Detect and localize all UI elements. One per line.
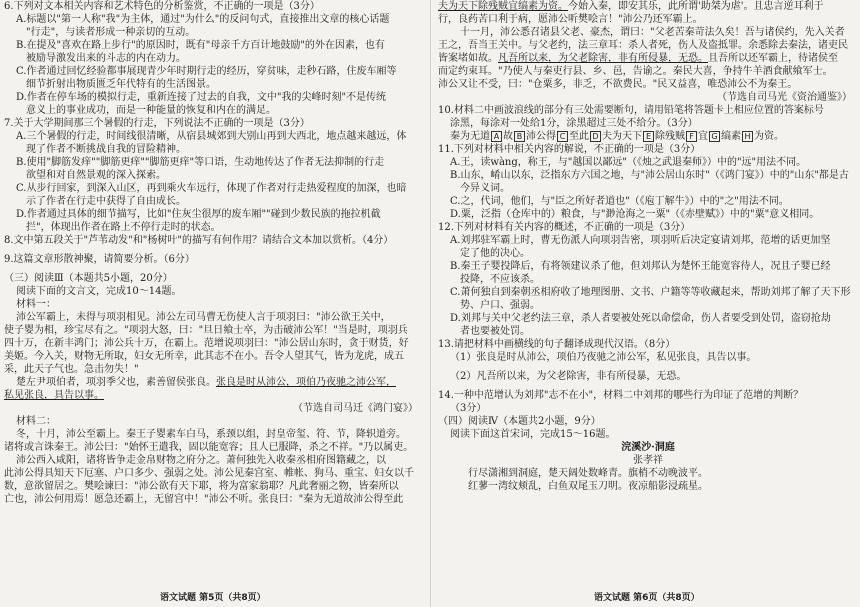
text-line: A.刘邦驻军霸上时，曹无伤派人向项羽告密，项羽听后决定宴请刘邦，范增的话更加坚 bbox=[450, 235, 831, 246]
text-line: 王之，吾当王关中。与父老约，法三章耳：杀人者死，伤人及盗抵罪。余悉除去秦法，诸吏民 bbox=[438, 40, 848, 51]
break-position-box: H bbox=[742, 131, 753, 142]
text-line: D.粟，泛指（仓库中的）粮食，与"渺沧海之一粟"（《赤壁赋》）中的"粟"意义相同。 bbox=[450, 209, 820, 220]
left-page bbox=[4, 0, 424, 607]
text-line: C.萧何独自到秦朝丞相府收了地理图册、文书、户籍等等收藏起来，帮助刘邦了解了天下形 bbox=[450, 287, 851, 298]
text-line: 11.下列对材料中相关内容的解说，不正确的一项是（3分） bbox=[438, 144, 701, 155]
text-line: 投降，不应该杀。 bbox=[460, 274, 540, 285]
text-line: 13.请把材料中画横线的句子翻译成现代汉语。（8分） bbox=[438, 339, 676, 350]
text-line: A.王，读wàng，称王，与"越国以鄙远"（《烛之武退秦师》）中的"远"用法不同。 bbox=[450, 157, 807, 168]
text-line: （1）张良是时从沛公，项伯乃夜驰之沛公军，私见张良，具告以事。 bbox=[450, 352, 757, 363]
text-line: 阅读下面的文言文，完成10～14题。 bbox=[16, 286, 182, 297]
text-line: 使子婴为相，珍宝尽有之。"项羽大怒，曰："旦日飨士卒，为击破沛公军！"当是时，项羽兵 bbox=[4, 325, 408, 336]
text-line: D.作者在停车场的模拟行走，重新连接了过去的自我，文中"我的尖峰时刻"不是传统 bbox=[16, 92, 387, 103]
text-line: 楚左尹项伯者，项羽季父也，素善留侯张良。张良是时从沛公，项伯乃夜驰之沛公军， bbox=[16, 377, 396, 388]
text-line: 沛公又让不受，曰："仓粟多，非乏，不欲费民。"民又益喜，唯恐沛公不为秦王。 bbox=[438, 79, 798, 90]
break-position-box: D bbox=[590, 131, 601, 142]
text-line: 夫为天下除残贼宜缟素为资。今始入秦，即安其乐，此所谓'助桀为虐'。且忠言逆耳利于 bbox=[438, 1, 824, 12]
underlined-sentence: 夫为天下除残贼宜缟素为资。 bbox=[438, 1, 568, 12]
break-position-box: B bbox=[514, 131, 525, 142]
text-line: B.使用"脚筋发痒""脚筋更痒""脚筋更痒"等口语，生动地传达了作者无法抑制的行走 bbox=[16, 157, 385, 168]
left-page-text bbox=[4, 0, 424, 506]
text-line: D.刘邦与关中父老约法三章，杀人者要被处死以命偿命，伤人者要受到处罚，盗窃抢劫 bbox=[450, 313, 831, 324]
text-line: 红蓼一湾纹颊乱，白鱼双尾玉刀明。夜凉船影浸疏星。 bbox=[468, 481, 708, 492]
text-line: 阅读下面这首宋词，完成15～16题。 bbox=[450, 429, 616, 440]
break-position-box: E bbox=[643, 131, 654, 142]
text-line: B.在提及"喜欢在路上步行"的原因时，既有"母亲千方百计地鼓励"的外在因素，也有 bbox=[16, 40, 385, 51]
text-line: 材料二： bbox=[16, 416, 56, 427]
text-line: 冬，十月，沛公至霸上。秦王子婴素车白马，系颈以组，封皇帝玺、符、节，降轵道旁。 bbox=[16, 429, 406, 440]
text-line: 行，良药苦口利于病，愿沛公听樊哙言！"沛公乃还军霸上。 bbox=[438, 14, 703, 25]
right-page-footer: 语文试题 第6页（共8页） bbox=[594, 593, 700, 603]
text-line: 拦"，体现出作者在路上不停行走时的状态。 bbox=[26, 222, 221, 233]
text-line: 材料一： bbox=[16, 299, 56, 310]
text-line: 行尽潇湘到洞庭，楚天阔处数峰青。旗梢不动晚波平。 bbox=[468, 468, 708, 479]
left-page-footer: 语文试题 第5页（共8页） bbox=[160, 593, 266, 603]
text-line: （3分） bbox=[450, 403, 487, 414]
text-line: C.作者通过回忆经验都事展现青少年时期行走的经历，穿贫味，走秒石路，住废车厢等 bbox=[16, 66, 397, 77]
text-line: 浣溪沙·洞庭 bbox=[621, 442, 675, 453]
right-page bbox=[438, 0, 858, 607]
text-line: C.之，代词，他们，与"臣之所好者道也"（《庖丁解牛》）中的"之"用法不同。 bbox=[450, 196, 789, 207]
text-line: C.从步行回家，到深入山区，再到乘火车远行，体现了作者对行走热爱程度的加深，也暗 bbox=[16, 183, 407, 194]
text-line: 涂黑，每涂对一处给1分，涂黑超过三处不给分。（3分） bbox=[450, 118, 698, 129]
text-line: 沛公军霸上，未得与项羽相见。沛公左司马曹无伤使人言于项羽曰："沛公欲王关中， bbox=[16, 312, 391, 323]
break-position-box: A bbox=[491, 131, 502, 142]
page-divider bbox=[430, 0, 431, 607]
text-line: B.山东，崤山以东，泛指东方六国之地，与"沛公居山东时"（《鸿门宴》）中的"山东"都是古 bbox=[450, 170, 849, 181]
text-line: 7.关于大学期间那三个暑假的行走，下列说法不正确的一项是（3分） bbox=[4, 118, 310, 129]
text-line: 四十万，在新丰鸿门；沛公兵十万，在霸上。范增说项羽曰："沛公居山东时，贪于财货，好 bbox=[4, 338, 409, 349]
text-line: B.秦王子婴投降后，有将领建议杀了他，但刘邦认为楚怀王能宽容待人，况且子婴已经 bbox=[450, 261, 831, 272]
text-line: （2）凡吾所以来，为父老除害，非有所侵暴，无恐。 bbox=[450, 371, 687, 382]
text-line: （节选自司马迁《鸿门宴》） bbox=[293, 403, 418, 414]
text-line: 亡也，沛公何用焉！愿急还霸上，无留宫中！"沛公不听。张良曰："秦为无道故沛公得至此 bbox=[4, 494, 404, 505]
text-line: 此沛公得具知天下厄塞、户口多少、强弱之处。沛公见秦宫室、帷帐、狗马、重宝、妇女以千 bbox=[4, 468, 414, 479]
text-line: （节选自司马光《资治通鉴》） bbox=[717, 92, 852, 103]
text-line: 皆案堵如故。凡吾所以来，为父老除害，非有所侵暴，无恐。且吾所以还军霸上，待诸侯至 bbox=[438, 53, 838, 64]
text-line: 8.文中第五段关于"芦苇动发"和"杨树叶"的描写有何作用？请结合文本加以赏析。（4分） bbox=[4, 235, 394, 246]
text-line: （四）阅读Ⅳ（本题共2小题，9分） bbox=[438, 416, 601, 427]
break-position-box: C bbox=[557, 131, 568, 142]
text-line: 者也要被处罚。 bbox=[460, 326, 530, 337]
right-page-text bbox=[438, 0, 858, 493]
text-line: 诸将或言诛秦王。沛公曰："始怀王遣我，固以能宽容；且人已服降，杀之不祥。"乃以属吏。 bbox=[4, 442, 414, 453]
text-line: 10.材料二中画波浪线的部分有三处需要断句，请用铅笔将答题卡上相应位置的答案标号 bbox=[438, 105, 824, 116]
text-line: 美姬。今入关，财物无所取，妇女无所幸，此其志不在小。吾令人望其气，皆为龙虎，成五 bbox=[4, 351, 404, 362]
text-line: 12.下列对材料有关内容的概述，不正确的一项是（3分） bbox=[438, 222, 691, 233]
underlined-sentence: 凡吾所以来，为父老除害，非有所侵暴，无恐。 bbox=[498, 53, 708, 64]
text-line: 欲望和对自然景观的深入探索。 bbox=[26, 170, 166, 181]
text-line: 细节折射出物质匮乏年代特有的生活图景。 bbox=[26, 79, 216, 90]
text-line: 被励导激发出来的斗志的内在动力。 bbox=[26, 53, 186, 64]
text-line: 示了作者在行走中获得了自由成长。 bbox=[26, 196, 186, 207]
text-line: A.标题以"第一人称"我"为主体，通过"为什么"的反问句式，直接推出文章的核心话题 bbox=[16, 14, 390, 25]
text-line: 数，意欲留居之。樊哙谏曰："沛公欲有天下耶，将为富家翁耶？凡此奢丽之物，皆秦所以 bbox=[4, 481, 399, 492]
break-position-box: G bbox=[709, 131, 720, 142]
text-line: 张孝祥 bbox=[633, 455, 663, 466]
text-line: 今异义词。 bbox=[460, 183, 510, 194]
text-line: 采，此天子气也。急击勿失！" bbox=[4, 364, 139, 375]
text-line: （三）阅读Ⅲ（本题共5小题，20分） bbox=[4, 273, 173, 284]
text-line: "行走"，与读者形成一种亲切的互动。 bbox=[26, 27, 196, 38]
text-line: D.作者通过具体的细节描写，比如"住灰尘很厚的废车厢""碰到少数民族的拖拉机截 bbox=[16, 209, 381, 220]
text-line: 十一月，沛公悉召诸县父老、豪杰，谓曰："父老苦秦苛法久矣！吾与诸侯约，先入关者 bbox=[460, 27, 845, 38]
text-line: 9.这篇文章形散神聚，请简要分析。（6分） bbox=[4, 254, 195, 265]
text-line: 定了他的决心。 bbox=[460, 248, 530, 259]
text-line: 而定约束耳。"乃使人与秦吏行县、乡、邑，告谕之。秦民大喜，争持牛羊酒食献飨军士。 bbox=[438, 66, 833, 77]
text-line: 私见张良，具告以事。 bbox=[4, 390, 104, 401]
text-line: 现了作者不断挑战自我的冒险精神。 bbox=[26, 144, 186, 155]
text-line: 秦为无道 A 故 B 沛公得 C 至此 D 夫为天下 E 除残贼 F 宜 G 缟素 H 为资。 bbox=[450, 131, 784, 142]
break-position-box: F bbox=[686, 131, 697, 142]
underlined-sentence: 张良是时从沛公，项伯乃夜驰之沛公军， bbox=[216, 377, 396, 388]
text-line: 14.一种中范增认为刘邦"志不在小"，材料二中刘邦的哪些行为印证了范增的判断？ bbox=[438, 390, 804, 401]
text-line: 势、户口、强弱。 bbox=[460, 300, 540, 311]
text-line: A.三个暑假的行走，时间线很清晰，从宿县城郊到大别山再到大西北，地点越来越远，体 bbox=[16, 131, 407, 142]
text-line: 6.下列对文本相关内容和艺术特色的分析鉴赏，不正确的一项是（3分） bbox=[4, 1, 320, 12]
text-line: 沛公西入咸阳，诸将皆争走金帛财物之府分之。萧何独先入收秦丞相府图籍藏之，以 bbox=[16, 455, 386, 466]
text-line: 意义上的事业成功，而是一种能量的恢复和内在的满足。 bbox=[26, 105, 276, 116]
